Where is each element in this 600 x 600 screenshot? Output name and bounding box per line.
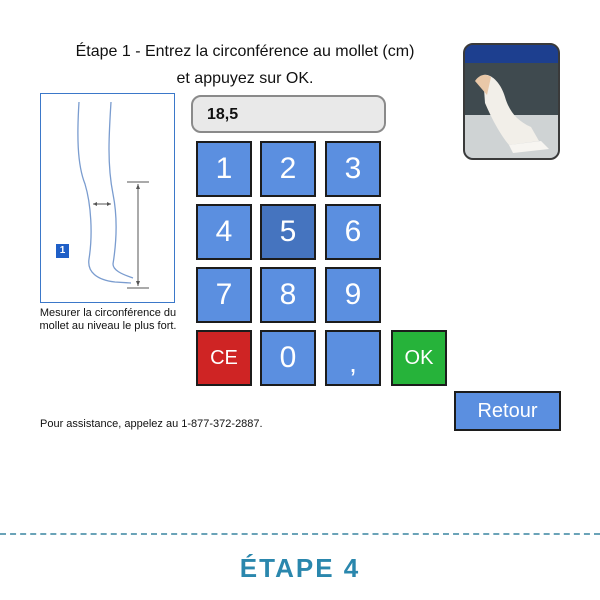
- retour-button[interactable]: Retour: [454, 391, 561, 431]
- stocking-photo: [463, 43, 560, 160]
- clear-entry-button[interactable]: CE: [196, 330, 252, 386]
- key-9[interactable]: 9: [325, 267, 381, 323]
- key-2[interactable]: 2: [260, 141, 316, 197]
- step-title: ÉTAPE 4: [239, 553, 361, 583]
- key-6[interactable]: 6: [325, 204, 381, 260]
- key-4[interactable]: 4: [196, 204, 252, 260]
- diagram-step-badge: 1: [59, 245, 66, 256]
- section-divider: [0, 533, 600, 535]
- key-8[interactable]: 8: [260, 267, 316, 323]
- leg-outline-icon: [41, 94, 174, 302]
- key-7[interactable]: 7: [196, 267, 252, 323]
- key-0[interactable]: 0: [260, 330, 316, 386]
- ok-button[interactable]: OK: [391, 330, 447, 386]
- diagram-caption: Mesurer la circonférence du mollet au niveau le plus fort.: [39, 307, 177, 332]
- instruction-line-2: et appuyez sur OK.: [176, 70, 314, 87]
- leg-measurement-diagram: [40, 93, 175, 303]
- instruction-text: [40, 38, 450, 92]
- key-3[interactable]: 3: [325, 141, 381, 197]
- key-comma[interactable]: ,: [325, 330, 381, 386]
- measurement-display: 18,5: [191, 95, 386, 133]
- key-5[interactable]: 5: [260, 204, 316, 260]
- assistance-text: Pour assistance, appelez au 1-877-372-2887.: [40, 418, 263, 430]
- instruction-line-1: Étape 1 - Entrez la circonférence au mollet (cm): [75, 43, 415, 60]
- key-1[interactable]: 1: [196, 141, 252, 197]
